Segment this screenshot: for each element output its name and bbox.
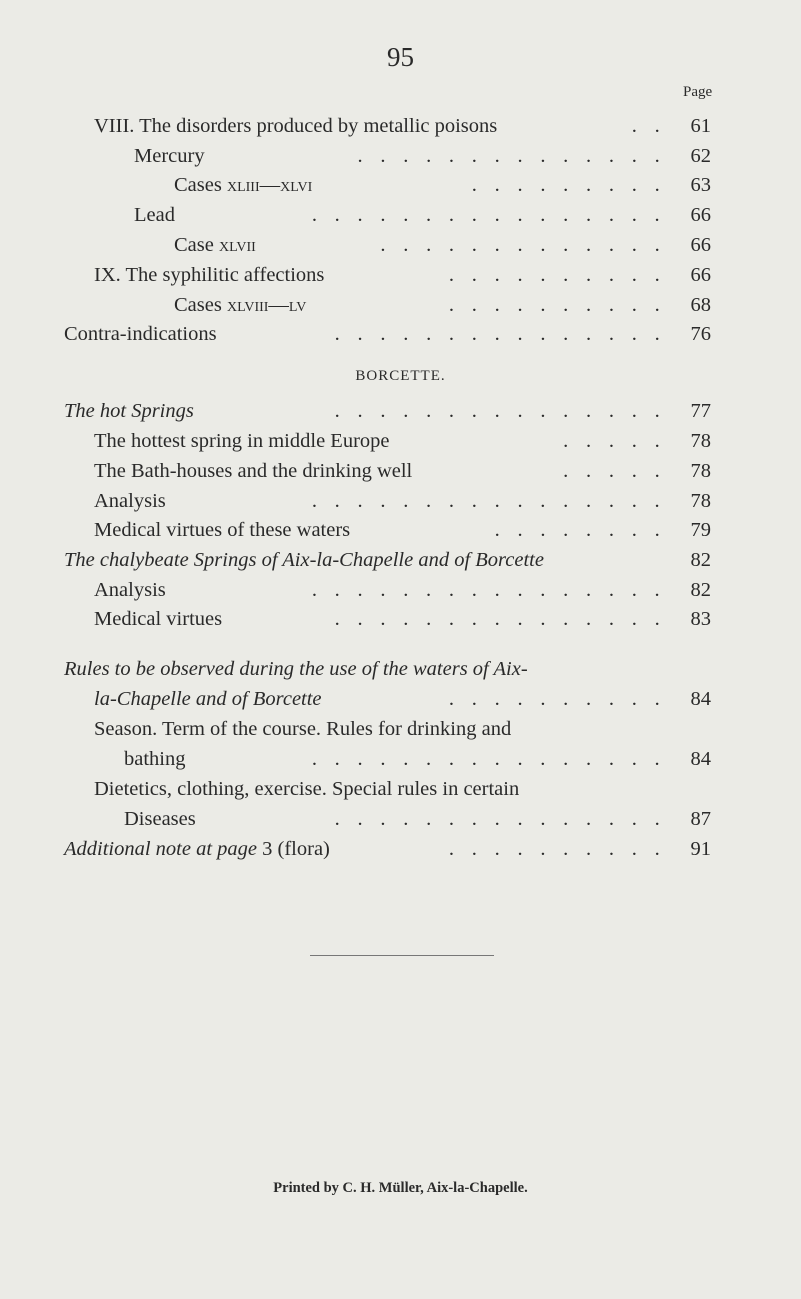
- toc-entry: [174, 291, 711, 319]
- entry-title-line: [94, 775, 519, 803]
- leader-dots: . . . . . . . . . . . . . . . .: [311, 204, 666, 226]
- entry-title: Analysis: [94, 579, 166, 601]
- entry-title-line: [64, 655, 528, 683]
- entry-title: Cases: [174, 294, 227, 316]
- entry-page: 78: [690, 490, 711, 512]
- page-column-label: Page: [683, 84, 713, 100]
- entry-page: 82: [690, 549, 711, 571]
- leader-dots: . . . . . . . . . . . . . . .: [334, 808, 666, 830]
- entry-title: Dietetics, clothing, exercise. Special rules in certain: [94, 778, 520, 800]
- leader-dots: . . . . . . . . . . . . .: [380, 234, 666, 256]
- entry-title: Medical virtues: [94, 608, 223, 630]
- entry-page: 61: [690, 115, 711, 137]
- leader-dots: . . . . . . . . . . . . . . . .: [311, 490, 666, 512]
- leader-dots: . . . . .: [563, 460, 666, 482]
- toc-entry: [94, 457, 711, 485]
- entry-case-range: xlviii—lv: [226, 294, 307, 316]
- leader-dots: . . . . . . . . . . . . . . .: [334, 400, 666, 422]
- leader-dots: . . . . . . . . . .: [448, 294, 666, 316]
- toc-entry: [94, 685, 711, 713]
- page-number: 95: [387, 42, 414, 72]
- entry-page: 84: [690, 688, 711, 710]
- toc-entry: [134, 201, 711, 229]
- entry-page: 78: [690, 460, 711, 482]
- entry-title: Cases: [174, 174, 227, 196]
- toc-entry: [94, 576, 711, 604]
- entry-title: Medical virtues of these waters: [94, 519, 351, 541]
- printer-imprint: Printed by C. H. Müller, Aix-la-Chapelle.: [273, 1180, 528, 1196]
- section-heading: BORCETTE.: [355, 368, 446, 384]
- toc-entry: [94, 427, 711, 455]
- entry-title: IX. The syphilitic affections: [94, 264, 325, 286]
- toc-entry: [64, 397, 711, 425]
- entry-page: 91: [690, 838, 711, 860]
- divider: [310, 955, 494, 956]
- entry-page: 79: [690, 519, 711, 541]
- entry-page: 62: [690, 145, 711, 167]
- entry-title: bathing: [124, 748, 186, 770]
- leader-dots: . . . . . . . . . .: [448, 688, 666, 710]
- entry-page: 78: [690, 430, 711, 452]
- entry-page: 76: [690, 323, 711, 345]
- leader-dots: . . . . . . . . . .: [448, 838, 666, 860]
- entry-case-range: xliii—xlvi: [226, 174, 313, 196]
- entry-page: 82: [690, 579, 711, 601]
- toc-entry: [64, 320, 711, 348]
- leader-dots: . . . . . . . . . . . . . . .: [334, 608, 666, 630]
- leader-dots: . . . . . . . . . . . . . . . .: [311, 748, 666, 770]
- entry-title: Season. Term of the course. Rules for drinking and: [94, 718, 512, 740]
- entry-title: Contra-indications: [64, 323, 217, 345]
- entry-page: 66: [690, 234, 711, 256]
- entry-title: Diseases: [124, 808, 196, 830]
- entry-title: Additional note at page: [64, 838, 258, 860]
- leader-dots: . . . . . . . . . . . . . .: [357, 145, 666, 167]
- toc-entry: [134, 142, 711, 170]
- entry-title: The hot Springs: [64, 400, 194, 422]
- leader-dots: . .: [631, 115, 666, 137]
- entry-title: VIII. The disorders produced by metallic poisons: [94, 115, 498, 137]
- entry-page: 83: [690, 608, 711, 630]
- toc-entry: [124, 805, 711, 833]
- entry-title: Analysis: [94, 490, 166, 512]
- toc-entry: [94, 112, 711, 140]
- toc-entry: [94, 261, 711, 289]
- leader-dots: . . . . . . . . . . . . . . . .: [311, 579, 666, 601]
- entry-title: Lead: [134, 204, 175, 226]
- entry-title: la-Chapelle and of Borcette: [94, 688, 322, 710]
- entry-title-line: [94, 715, 511, 743]
- leader-dots: . . . . . . . . . . . . . . .: [334, 323, 666, 345]
- entry-case-range: xlvii: [218, 234, 256, 256]
- toc-entry: [94, 487, 711, 515]
- entry-page: 63: [690, 174, 711, 196]
- toc-entry: [174, 171, 711, 199]
- leader-dots: . . . . . . . .: [494, 519, 666, 541]
- entry-title-suffix: 3 (flora): [257, 838, 330, 860]
- entry-page: 77: [690, 400, 711, 422]
- entry-title: The chalybeate Springs of Aix-la-Chapelle and of Borcette: [64, 549, 544, 571]
- entry-title: The Bath-houses and the drinking well: [94, 460, 413, 482]
- toc-entry: [94, 605, 711, 633]
- toc-entry: [64, 835, 711, 863]
- toc-entry: [94, 516, 711, 544]
- entry-title: Mercury: [134, 145, 205, 167]
- toc-entry: [64, 546, 711, 574]
- leader-dots: . . . . . . . . . .: [448, 264, 666, 286]
- entry-page: 87: [690, 808, 711, 830]
- toc-entry: [124, 745, 711, 773]
- entry-page: 66: [690, 264, 711, 286]
- toc-entry: [174, 231, 711, 259]
- entry-title: The hottest spring in middle Europe: [94, 430, 390, 452]
- entry-page: 84: [690, 748, 711, 770]
- entry-page: 68: [690, 294, 711, 316]
- entry-title: Case: [174, 234, 219, 256]
- leader-dots: . . . . . . . . .: [471, 174, 666, 196]
- entry-title: Rules to be observed during the use of the waters of Aix-: [64, 658, 528, 680]
- leader-dots: . . . . .: [563, 430, 666, 452]
- entry-page: 66: [690, 204, 711, 226]
